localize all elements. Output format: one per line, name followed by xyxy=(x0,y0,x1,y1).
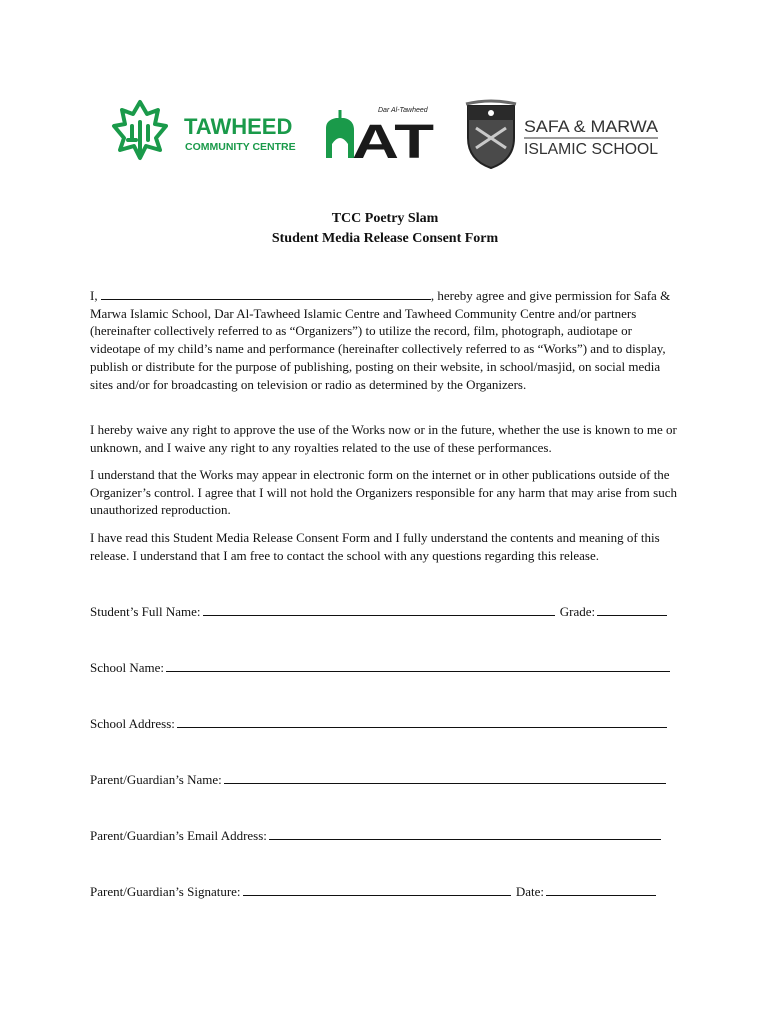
guardian-signature-row xyxy=(90,883,656,900)
student-name-row xyxy=(90,603,667,620)
waiver-paragraph: I hereby waive any right to approve the use of the Works now or in the future, whether the use is known to me or unknown, and I waive any right to any royalties related to the use of these performances. xyxy=(90,422,677,455)
tawheed-community-centre-logo xyxy=(100,98,300,168)
date-field[interactable] xyxy=(546,883,656,896)
guardian-email-field[interactable] xyxy=(269,827,661,840)
guardian-email-label: Parent/Guardian’s Email Address: xyxy=(90,828,267,843)
svg-text:Dar Al-Tawheed: Dar Al-Tawheed xyxy=(378,107,428,114)
school-name-label: School Name: xyxy=(90,660,165,675)
parent-name-blank[interactable] xyxy=(101,287,431,300)
grade-label: Grade: xyxy=(559,604,596,619)
guardian-name-label: Parent/Guardian’s Name: xyxy=(90,772,222,787)
student-name-field[interactable] xyxy=(203,603,555,616)
acknowledgement-paragraph: I have read this Student Media Release Consent Form and I fully understand the contents and meaning of this release. I understand that I am free to contact the school with any questions regarding this release. xyxy=(90,530,660,563)
svg-text:AT: AT xyxy=(352,116,434,164)
school-address-row xyxy=(90,715,667,732)
permission-paragraph-start: I, xyxy=(90,288,101,303)
guardian-name-field[interactable] xyxy=(224,771,666,784)
svg-text:ISLAMIC SCHOOL: ISLAMIC SCHOOL xyxy=(524,141,659,158)
form-subtitle: Student Media Release Consent Form xyxy=(271,231,499,246)
svg-text:COMMUNITY CENTRE: COMMUNITY CENTRE xyxy=(185,141,296,153)
permission-paragraph xyxy=(90,287,680,393)
dar-al-tawheed-logo xyxy=(322,102,437,164)
guardian-name-row xyxy=(90,771,666,788)
grade-field[interactable] xyxy=(597,603,667,616)
permission-paragraph-text: , hereby agree and give permission for Safa & Marwa Islamic School, Dar Al-Tawheed Islamic Centre and Tawheed Community Centre and/or partners (hereinafter collectively referred to as “Organizers”) to utilize the record, film, photograph, audiotape or videotape of my child’s name and performance (hereinafter collectively referred to as “Works”) and to display, publish or distribute for the purpose of publishing, posting on their website, in school/masjid, on social media sites and/or for broadcasting on television or radio as determined by the Organizers. xyxy=(90,288,671,392)
guardian-email-row xyxy=(90,827,661,844)
date-label: Date: xyxy=(515,884,544,899)
svg-text:SAFA & MARWA: SAFA & MARWA xyxy=(524,117,659,136)
school-name-field[interactable] xyxy=(166,659,670,672)
school-address-label: School Address: xyxy=(90,716,175,731)
school-address-field[interactable] xyxy=(177,715,667,728)
guardian-signature-label: Parent/Guardian’s Signature: xyxy=(90,884,241,899)
student-name-label: Student’s Full Name: xyxy=(90,604,201,619)
safa-marwa-islamic-school-logo xyxy=(462,98,662,170)
form-title: TCC Poetry Slam xyxy=(331,211,439,226)
school-name-row xyxy=(90,659,670,676)
svg-text:TAWHEED: TAWHEED xyxy=(184,114,293,139)
guardian-signature-field[interactable] xyxy=(243,883,511,896)
liability-paragraph: I understand that the Works may appear in electronic form on the internet or in other publications outside of the Organizer’s control. I agree that I will not hold the Organizers responsible for any harm that may arise from such unauthorized reproduction. xyxy=(90,467,677,518)
